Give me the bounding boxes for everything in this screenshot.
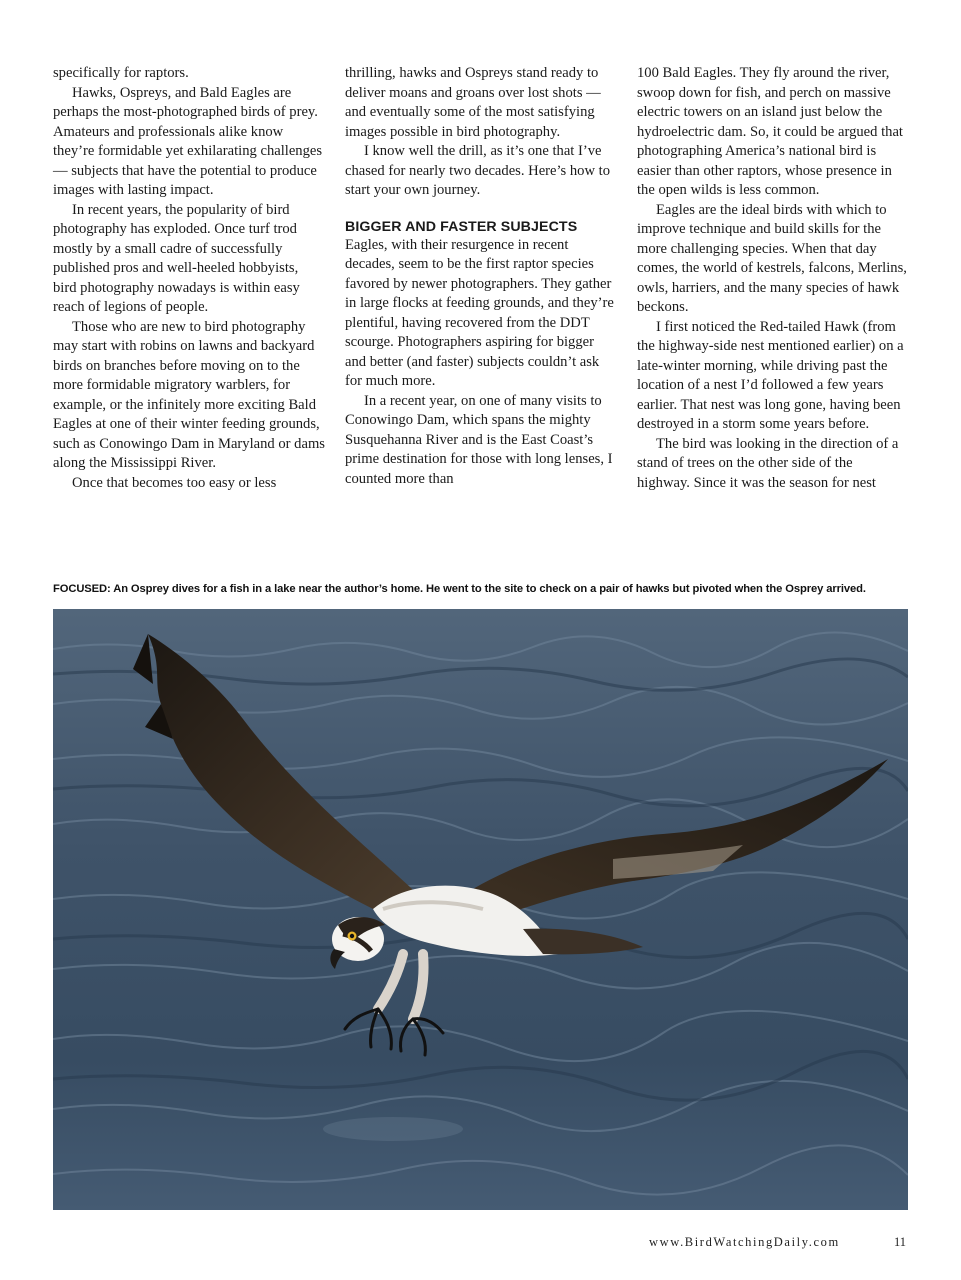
- paragraph: I first noticed the Red-tailed Hawk (from the highway-side nest mentioned earlier) on a late-winter morning, while driving past the location of a nest I’d followed a few years earlier. That nest was long gone, having been destroyed in a storm some years before.: [637, 318, 904, 432]
- paragraph: 100 Bald Eagles. They fly around the river, swoop down for fish, and perch on massive electric towers on an island just below the hydroelectric dam. So, it could be argued that photographing America’s national bird is easier than other raptors, whose presence in the open wilds is less common.: [637, 65, 903, 198]
- paragraph: Those who are new to bird photography may start with robins on lawns and backyard birds on branches before moving on to the more formidable migratory warblers, for example, or the infinitely more exciting Bald Eagles at one of their winter feeding grounds, such as Conowingo Dam in Maryland or dams along the Mississippi River.: [53, 318, 325, 471]
- photo-caption: FOCUSED: An Osprey dives for a fish in a lake near the author’s home. He went to the site to check on a pair of hawks but pivoted when the Osprey arrived.: [53, 583, 866, 595]
- paragraph: thrilling, hawks and Ospreys stand ready to deliver moans and groans over lost shots — and eventually some of the most satisfying images possible in bird photography.: [345, 65, 601, 140]
- paragraph: Eagles are the ideal birds with which to improve technique and build skills for the more challenging species. When that day comes, the world of kestrels, falcons, Merlins, owls, harriers, and the many species of hawk beckons.: [637, 201, 907, 315]
- paragraph: In a recent year, on one of many visits to Conowingo Dam, which spans the mighty Susquehanna River and is the East Coast’s prime destination for those with long lenses, I counted more than: [345, 392, 613, 487]
- text-column-2: [345, 64, 617, 489]
- section-subhead: BIGGER AND FASTER SUBJECTS: [345, 218, 578, 235]
- osprey-photo: [53, 609, 908, 1210]
- paragraph: specifically for raptors.: [53, 65, 189, 81]
- footer-website: www.BirdWatchingDaily.com: [649, 1235, 840, 1249]
- text-column-1: [53, 64, 325, 493]
- paragraph: The bird was looking in the direction of a stand of trees on the other side of the highway. Since it was the season for nest: [637, 435, 899, 491]
- paragraph: Once that becomes too easy or less: [72, 474, 277, 491]
- text-column-3: [637, 64, 909, 493]
- paragraph: Eagles, with their resurgence in recent decades, seem to be the first raptor species favored by newer photographers. They gather in large flocks at feeding grounds, and they’re plentiful, having recovered from the DDT scourge. Photographers aspiring for bigger and better (and faster) subjects couldn’t ask for much more.: [345, 236, 614, 389]
- paragraph: Hawks, Ospreys, and Bald Eagles are perhaps the most-photographed birds of prey. Amateurs and professionals alike know they’re formidable yet exhilarating challenges — subjects that have the potential to produce images with lasting impact.: [53, 84, 323, 198]
- page-number: 11: [894, 1235, 907, 1249]
- paragraph: I know well the drill, as it’s one that I’ve chased for nearly two decades. Here’s how to start your own journey.: [345, 143, 611, 198]
- paragraph: In recent years, the popularity of bird photography has exploded. Once turf trod mostly by a small cadre of successfully published pros and well-heeled hobbyists, bird photography nowadays is within easy reach of legions of people.: [53, 201, 300, 315]
